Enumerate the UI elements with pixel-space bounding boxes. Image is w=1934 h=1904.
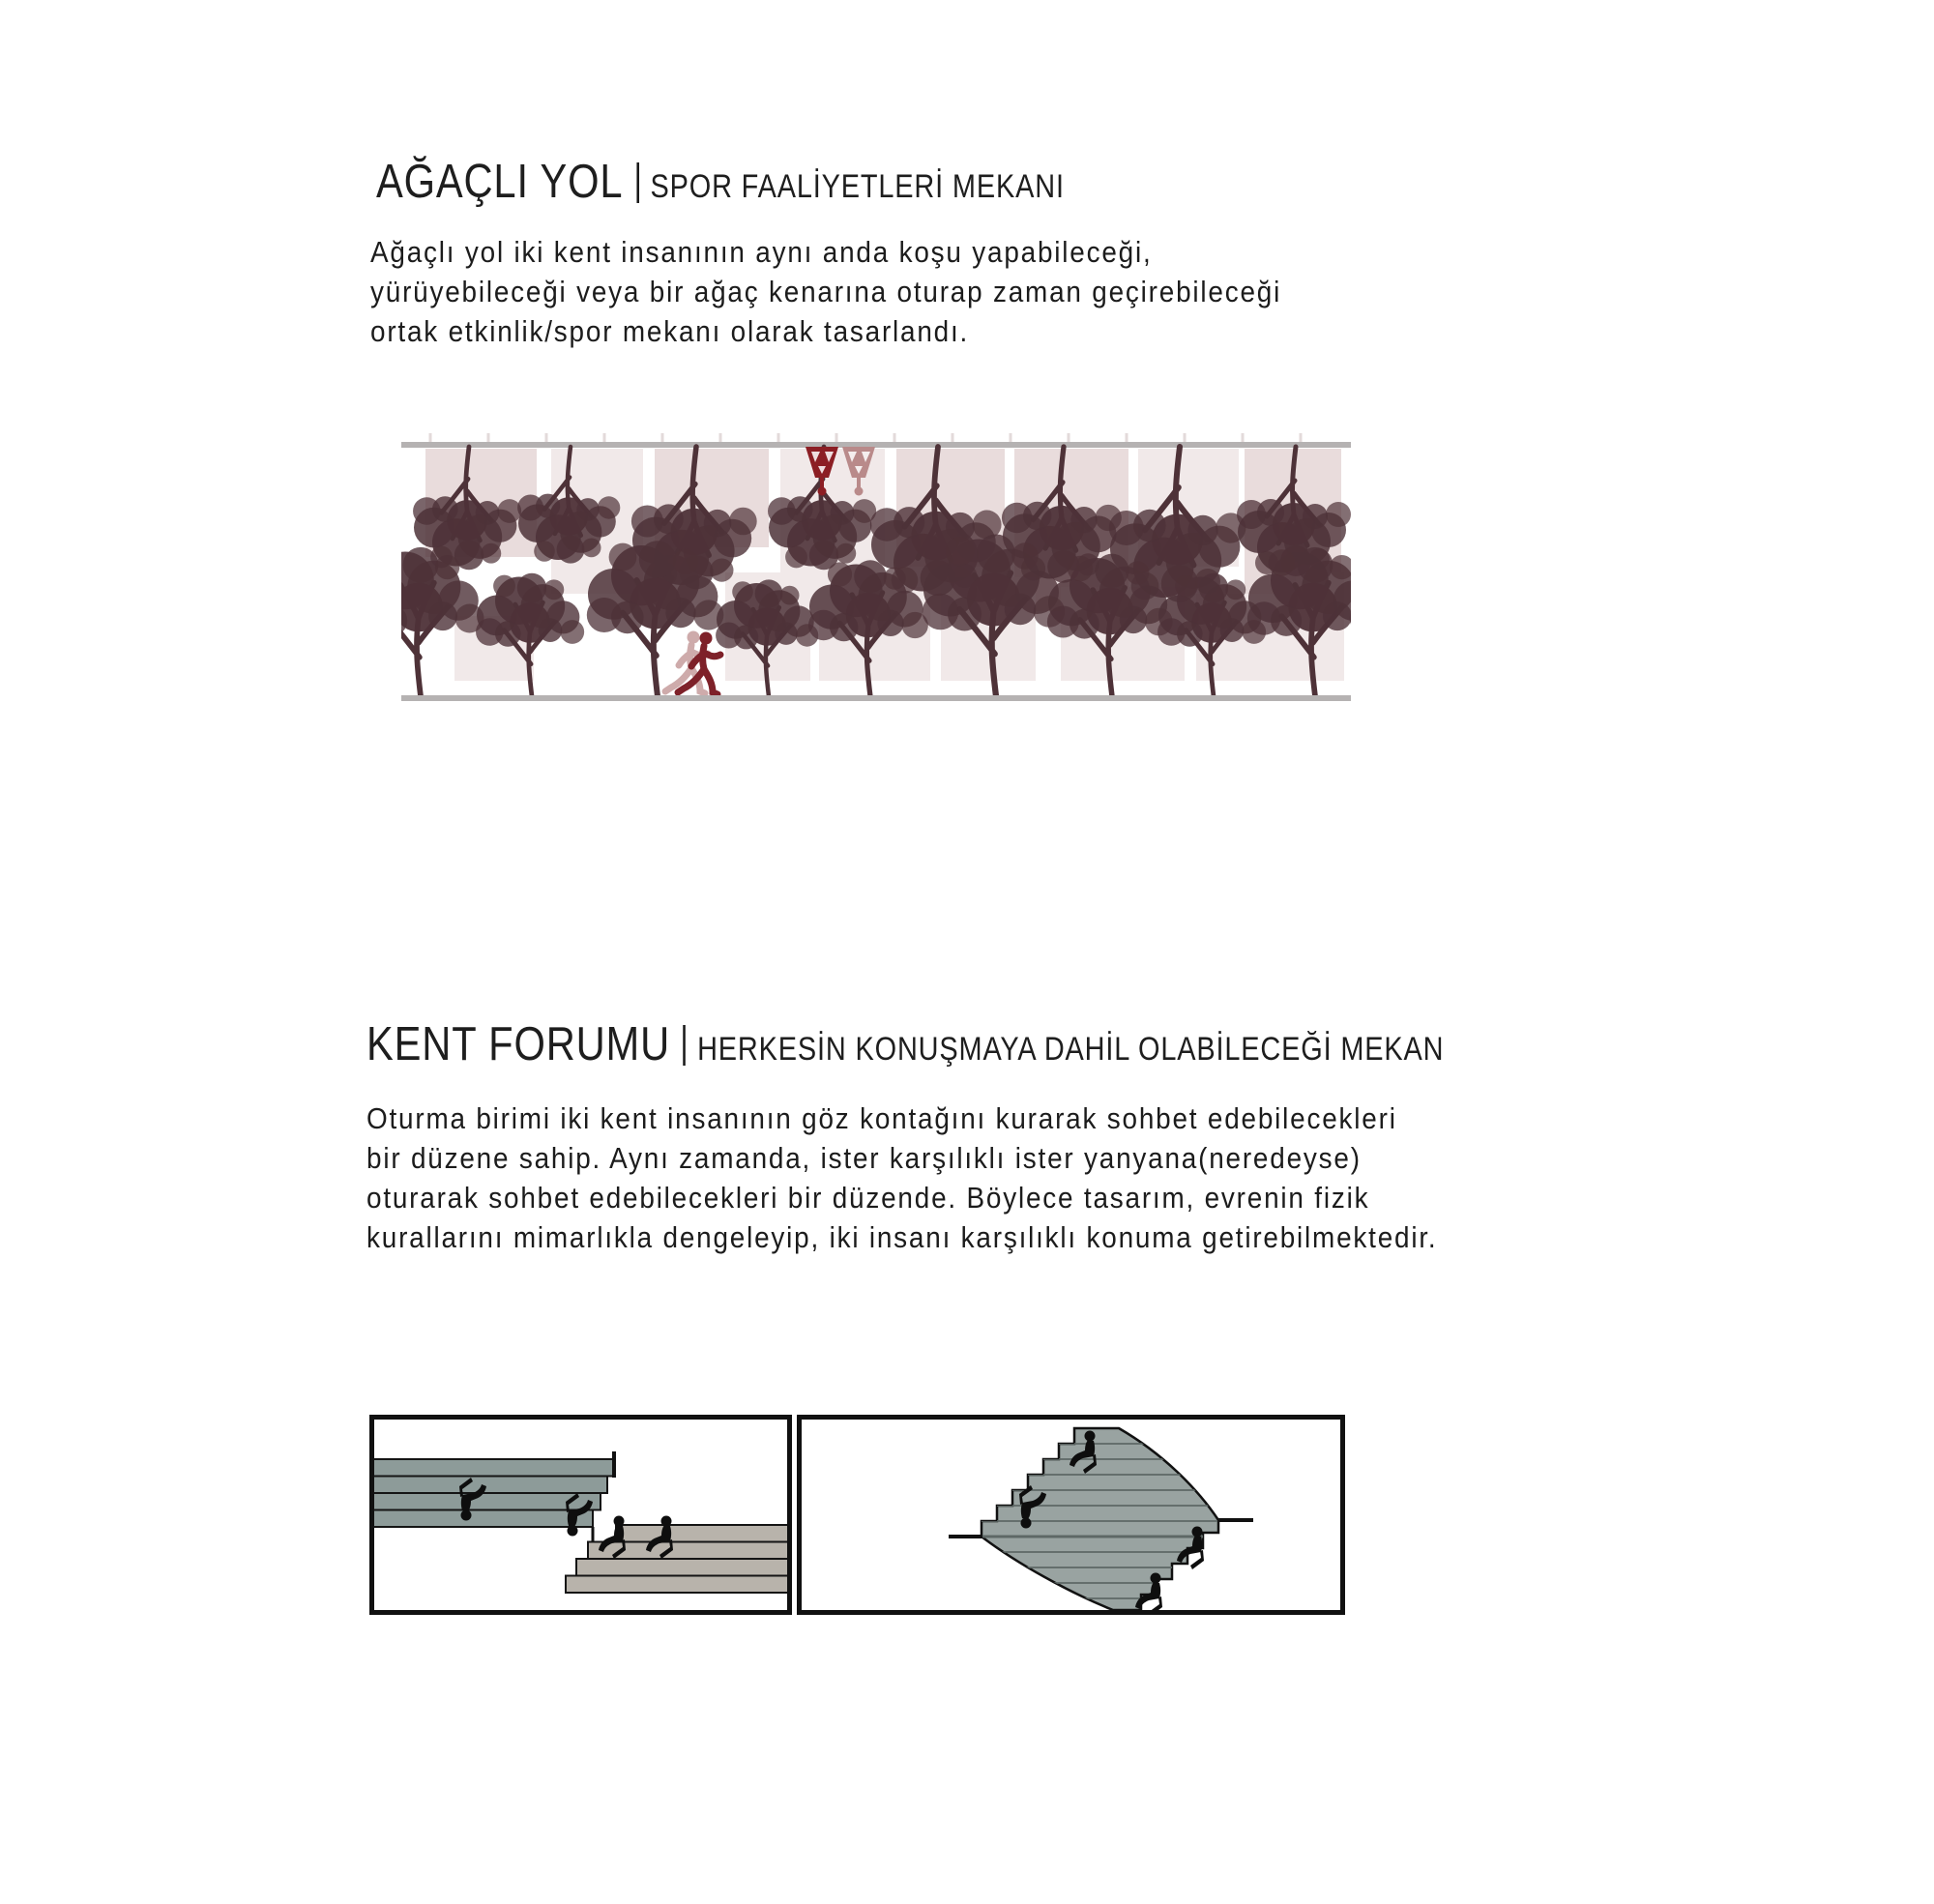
agacli-yol-paragraph (370, 232, 1281, 351)
forum-diagram-right (797, 1415, 1345, 1615)
kent-forumu-paragraph (366, 1098, 1437, 1257)
forum-diagram-left (369, 1415, 792, 1615)
seating-steps (566, 1525, 787, 1593)
paragraph-line: kurallarını mimarlıkla dengeleyip, iki insanı karşılıklı konuma getirebilmektedir. (366, 1220, 1438, 1254)
runner-icon (665, 631, 720, 695)
paragraph-line: yürüyebileceği veya bir ağaç kenarına oturap zaman geçirebileceği (370, 275, 1282, 308)
paragraph-line: ortak etkinlik/spor mekanı olarak tasarlandı. (370, 314, 970, 348)
stepped-seating-diagram (374, 1420, 787, 1610)
paragraph-line: Oturma birimi iki kent insanının göz kontağını kurarak sohbet edebilecekleri (366, 1101, 1397, 1135)
section-kent-forumu-title (366, 1017, 1444, 1071)
tree-lined-road-illustration (401, 427, 1351, 713)
hanging-tiers (374, 1451, 614, 1558)
paragraph-line: oturarak sohbet edebilecekleri bir düzende. Böylece tasarım, evrenin fizik (366, 1181, 1370, 1215)
mirrored-staircase-diagram (802, 1420, 1340, 1610)
title-divider-bar (636, 162, 639, 203)
title-divider-bar (684, 1025, 687, 1066)
page-subtitle: SPOR FAALİYETLERİ MEKANI (650, 168, 1065, 205)
paragraph-line: bir düzene sahip. Aynı zamanda, ister karşılıklı ister yanyana(neredeyse) (366, 1141, 1362, 1175)
page-title: KENT FORUMU (366, 1018, 671, 1070)
forum-diagrams (369, 1415, 1345, 1615)
page-subtitle: HERKESİN KONUŞMAYA DAHİL OLABİLECEĞİ MEKAN (697, 1031, 1445, 1068)
page-title: AĞAÇLI YOL (376, 156, 624, 208)
paragraph-line: Ağaçlı yol iki kent insanının aynı anda koşu yapabileceği, (370, 235, 1153, 269)
section-agacli-yol-title (376, 155, 1065, 209)
